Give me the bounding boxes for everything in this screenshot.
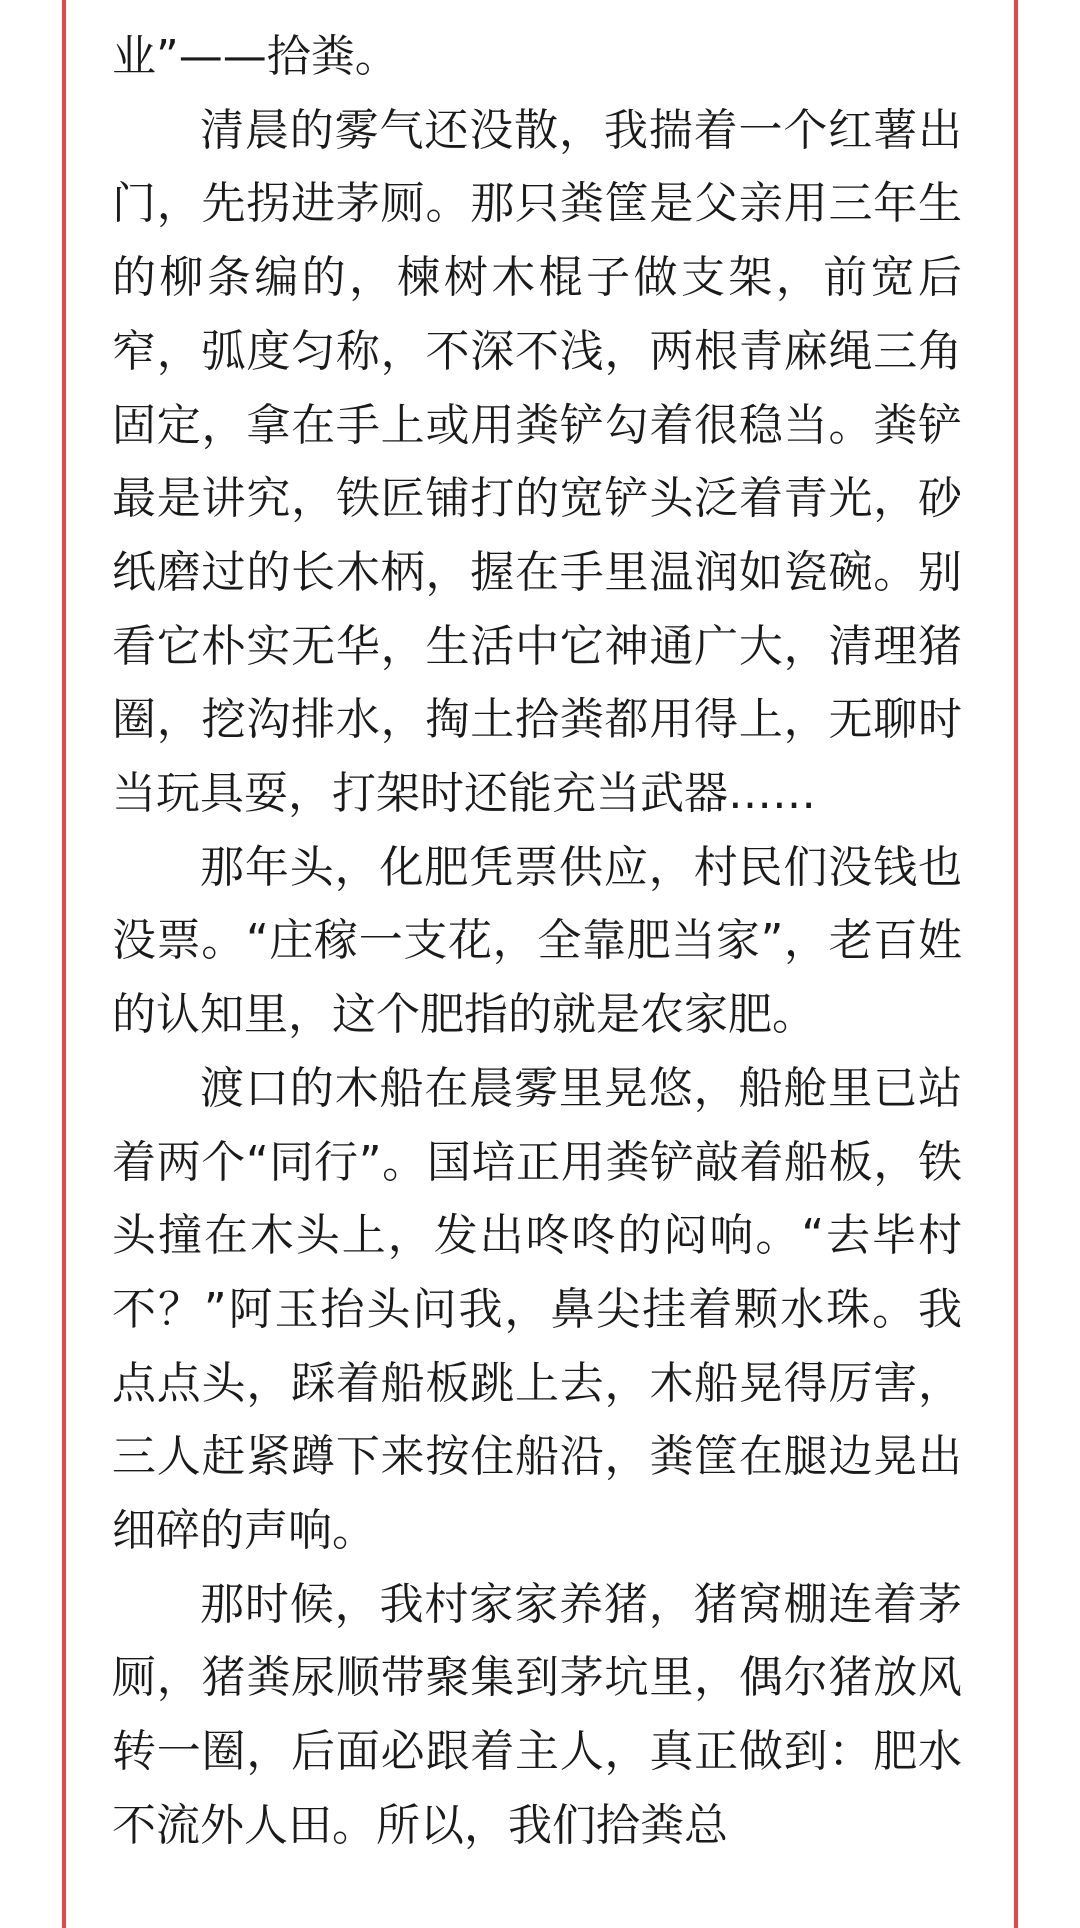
paragraph-3: 那年头，化肥凭票供应，村民们没钱也没票。“庄稼一支花，全靠肥当家”，老百姓的认知里，这个肥指的就是农家肥。 <box>112 841 962 1041</box>
paragraph-4: 渡口的木船在晨雾里晃悠，船舱里已站着两个“同行”。国培正用粪铲敲着船板，铁头撞在木头上，发出咚咚的闷响。“去毕村不？”阿玉抬头问我，鼻尖挂着颗水珠。我点点头，踩着船板跳上去，木船晃得厉害，三人赶紧蹲下来按住船沿，粪筐在腿边晃出细碎的声响。 <box>112 1062 962 1557</box>
paragraph-5: 那时候，我村家家养猪，猪窝棚连着茅厕，猪粪尿顺带聚集到茅坑里，偶尔猪放风转一圈，后面必跟着主人，真正做到：肥水不流外人田。所以，我们拾粪总 <box>112 1578 962 1851</box>
paragraph-1: 业”——拾粪。 <box>112 31 399 82</box>
paragraph-2: 清晨的雾气还没散，我揣着一个红薯出门，先拐进茅厕。那只粪筐是父亲用三年生的柳条编的，楝树木棍子做支架，前宽后窄，弧度匀称，不深不浅，两根青麻绳三角固定，拿在手上或用粪铲勾着很稳当。粪铲最是讲究，铁匠铺打的宽铲头泛着青光，砂纸磨过的长木柄，握在手里温润如瓷碗。别看它朴实无华，生活中它神通广大，清理猪圈，挖沟排水，掏土拾粪都用得上，无聊时当玩具耍，打架时还能充当武器…… <box>112 104 962 820</box>
article-body <box>112 20 962 1863</box>
left-red-border <box>62 0 66 1928</box>
right-red-border <box>1014 0 1018 1928</box>
